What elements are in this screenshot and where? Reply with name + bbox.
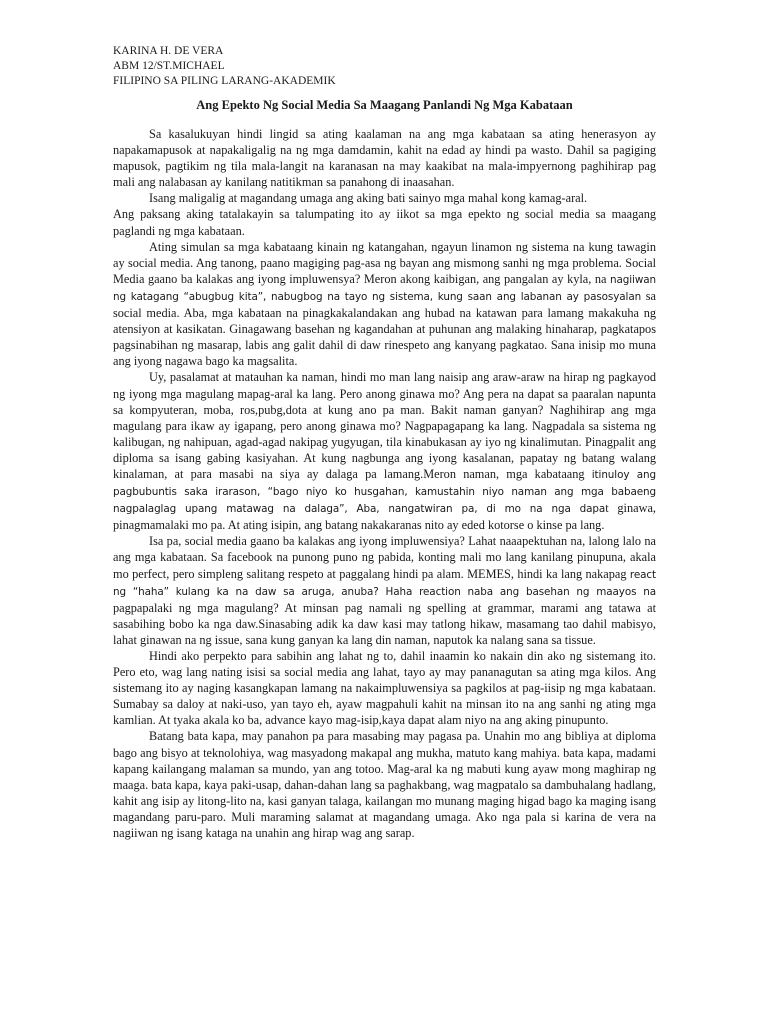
text-run: pagpapalaki ng mga magulang? At minsan pag namali ng spelling at grammar, marami ang tatawa at sasabihing bobo ka nga daw.Sinasabing adik ka daw kasi may tatlong hikaw, masamang tao dahil mabisyo, lahat ginawan na ng issue, sana kung ganyan ka lang din naman, naputok ka nalang sana sa tissue. (113, 600, 656, 647)
paragraph: Hindi ako perpekto para sabihin ang lahat ng to, dahil inaamin ko nakain din ako ng sistemang ito. Pero eto, wag lang nating isisi sa social media ang lahat, tayo ay may pananagutan sa ating mga kilos. Ang sistemang ito ay naging kasangkapan lamang na nakaimpluwensiya sa pagkilos at pag-iisip ng mga kabataan. Sumabay sa daloy at naki-uso, yan tayo eh, ayaw magpahuli kahit na minsan ito na ang sanhi ng ating mga kamlian. At tyaka akala ko ba, advance kayo mag-isip,kaya dapat alam niyo na ang aking pinupunto. (113, 649, 656, 728)
grade-section: ABM 12/ST.MICHAEL (113, 60, 225, 72)
paragraph: Isang maligalig at magandang umaga ang aking bati sainyo mga mahal kong kamag-aral. (149, 191, 588, 206)
author-name: KARINA H. DE VERA (113, 45, 224, 57)
paragraph: Ang paksang aking tatalakayin sa talumpating ito ay iikot sa mga epekto ng social media sa maagang paglandi ng mga kabataan. (113, 207, 656, 238)
paragraph (113, 533, 656, 648)
text-run: Ating simulan sa mga kabataang kinain ng katangahan, ngayun linamon ng sistema na kung tawagin ay social media. Ang tanong, paano magiging pag-asa ng bayan ang mismong sanhi ng mga problema. Social Media gaano ba kalakas ang iyong impluwensya? Meron akong kaibigan, ang pangalan ay kyla, na (113, 239, 656, 286)
document-title: Ang Epekto Ng Social Media Sa Maagang Panlandi Ng Mga Kabataan (196, 98, 573, 112)
text-run: t ginawa, pinagmamalaki mo pa. At ating isipin, ang batang nakakaranas nito ay eded kotorse o kinse pa lang. (113, 501, 656, 533)
text-run: Isa pa, social media gaano ba kalakas ang iyong impluwensiya? Lahat naaapektuhan na, lalong lalo na ang mga kabataan. Sa facebook na punong puno ng pabida, konting mali mo lang kanilang pinupuna, akala mo perfect, pero simpleng salitang respeto at paggalang hindi pa alam. MEMES, hindi ka lang nakapag (113, 534, 656, 581)
text-run: sa social media. Aba, mga kabataan na pinagkakalandakan ang hubad na katawan para lamang makakuha ng atensiyon at kasikatan. Ginagawang basehan ng kagandahan at puhunan ang malaking hinaharap, pagkatapos pagsinabihan ng masarap, labis ang galit dahil di daw rinespeto ang kanyang pagkatao. Sana inisip mo muna ang iyong nagawa bago ka magsalita. (113, 288, 656, 369)
paragraph: Sa kasalukuyan hindi lingid sa ating kaalaman na ang mga kabataan sa ating henerasyon ay napakamapusok at napakaligalig na ng mga damdamin, kahit na edad ay hindi pa wasto. Dahil sa pagiging mapusok, pagtikim ng tila mala-langit na karanasan na may kaakibat na mala-impyernong paghihirap pag mali ang nalabasan ay kanilang natitikman sa panahong di inaasahan. (113, 127, 656, 190)
document-body (113, 126, 656, 841)
handwriting-style-text: itinuloy ang pagbubuntis saka irarason, “bago niyo ko husgahan, kamustahin niyo naman ang mga babaeng nagpalaglag upang matawag na dalaga”, Aba, nangatwiran pa, di mo na nga dapa (113, 468, 656, 516)
document-header (113, 44, 336, 89)
handwriting-style-text: react ng “haha” kulang ka na daw sa aruga, anuba? Haha reaction naba ang basehan ng maayos na (113, 568, 656, 598)
text-run: Uy, pasalamat at matauhan ka naman, hindi mo man lang naisip ang araw-araw na hirap ng pagkayod ng iyong mga magulang mapag-aral ka lang. Pero anong ginawa mo? Ang pera na dapat sa paaralan napunta sa kompyuteran, moba, ros,pubg,dota at kung ano pa man. Bakit naman ganyan? Naghihirap ang mga magulang para ikaw ay igapang, pero anong ginawa mo? Nagpapagapang ka lang. Nagpadala sa sistema ng kalibugan, ng nahipuan, agad-agad nakipag yugyugan, tila kinabukasan ay iyo ng kinalimutan. Pinagpalit ang diploma sa isang gabing kasiyahan. At kung nagbunga ang iyong kasalanan, papatay ng batang walang kinalaman, at para masabi na siya ay dalaga pa lamang.Meron naman, mga kabataang (113, 370, 656, 481)
handwriting-style-text: nagiiwan ng katagang “abugbug kita”, nabugbog na tayo ng sistema, kung saan ang labanan ay pasosyalan (113, 273, 656, 303)
paragraph: Batang bata kapa, may panahon pa para masabing may pagasa pa. Unahin mo ang bibliya at diploma bago ang bisyo at teknolohiya, wag masyadong makapal ang mukha, matuto kang mahiya. bata kapa, madami kapang kailangang malaman sa mundo, yan ang totoo. Mag-aral ka ng mabuti kung ayaw mong maghirap ng maaga. bata kapa, kaya paki-usap, dahan-dahan lang sa paghakbang, wag magpatalo sa dambuhalang hadlang, kahit ang isip ay litong-lito na, kasi ganyan talaga, kailangan mo munang maging higad bago ka maging isang magandang paru-paro. Muli maraming salamat at magandang umaga. Ako nga pala si karina de vera na nagiiwan ng isang kataga na unahin ang hirap wag ang sarap. (113, 729, 656, 841)
paragraph (113, 369, 656, 533)
subject-name: FILIPINO SA PILING LARANG-AKADEMIK (113, 75, 336, 87)
paragraph (113, 239, 656, 370)
